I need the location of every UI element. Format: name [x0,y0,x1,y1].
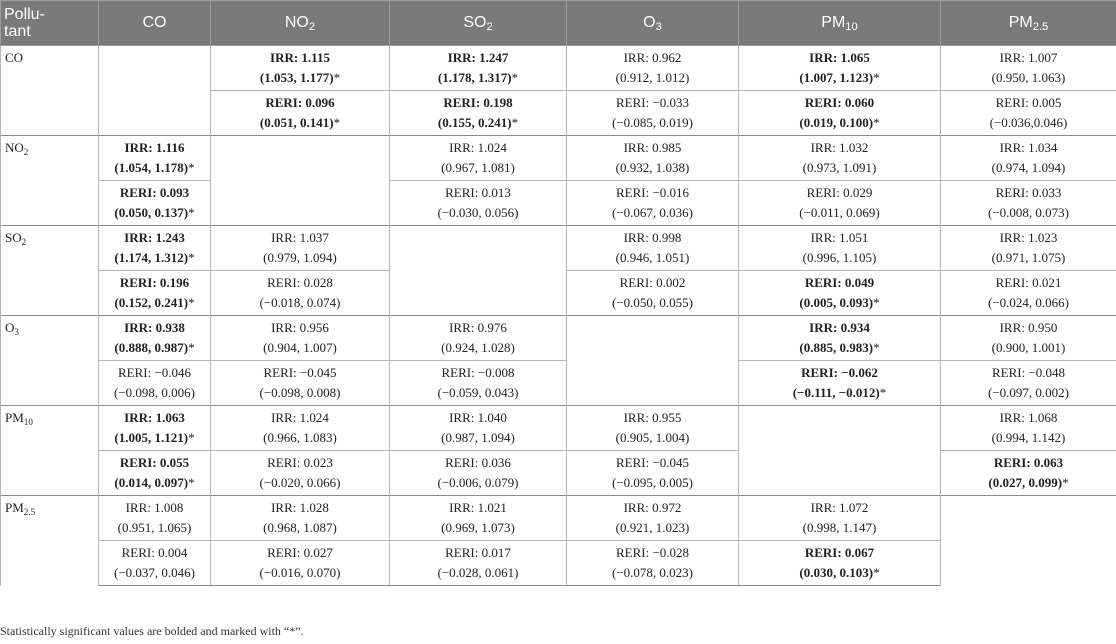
irr-interval: (0.979, 1.094) [263,250,337,265]
irr-cell [567,136,739,181]
reri-value: RERI: 0.023 [267,455,333,470]
header-row [1,1,1116,46]
irr-value: IRR: 0.985 [623,140,682,155]
irr-cell [390,496,567,541]
irr-value: IRR: 1.007 [999,50,1058,65]
table-row-irr [1,406,1116,451]
irr-interval: (0.969, 1.073) [441,520,515,535]
irr-value: IRR: 0.976 [449,320,507,335]
irr-cell [99,226,211,271]
irr-interval: (0.998, 1.147) [802,520,877,535]
irr-value: IRR: 0.998 [623,230,682,245]
irr-value: IRR: 1.065 [809,50,870,65]
reri-interval: (−0.008, 0.073) [988,205,1069,220]
reri-interval: (0.014, 0.097) [114,475,189,490]
irr-cell [567,406,739,451]
reri-value: RERI: 0.096 [265,95,335,110]
reri-cell [99,451,211,496]
irr-interval: (1.054, 1.178) [114,160,189,175]
irr-cell [941,46,1116,91]
irr-value: IRR: 0.934 [809,320,870,335]
irr-interval: (0.946, 1.051) [615,250,690,265]
significance-marker: * [879,385,887,400]
reri-cell [567,181,739,226]
reri-cell [99,361,211,406]
irr-cell [99,136,211,181]
irr-interval: (0.904, 1.007) [263,340,337,355]
irr-value: IRR: 1.034 [999,140,1058,155]
irr-value: IRR: 1.028 [271,500,329,515]
irr-interval: (0.912, 1.012) [615,70,690,85]
reri-cell [567,451,739,496]
reri-cell [99,271,211,316]
reri-value: RERI: 0.004 [121,545,188,560]
reri-interval: (−0.018, 0.074) [259,295,341,310]
irr-cell [739,226,941,271]
irr-value: IRR: 1.243 [124,230,185,245]
header-pollutant: Pollu- tant [1,1,99,46]
irr-interval: (1.178, 1.317) [437,70,512,85]
significance-marker: * [188,475,195,490]
irr-interval: (0.885, 0.983) [799,340,874,355]
irr-value: IRR: 1.040 [449,410,507,425]
header-col-1: $NO_2$ [211,1,390,46]
irr-cell [211,226,390,271]
irr-cell [739,46,941,91]
reri-interval: (0.050, 0.137) [114,205,189,220]
empty-cell [941,496,1116,586]
reri-cell [211,541,390,586]
irr-interval: (0.994, 1.142) [991,430,1066,445]
irr-cell [99,316,211,361]
irr-value: IRR: 0.972 [623,500,682,515]
irr-value: IRR: 1.024 [271,410,329,425]
significance-marker: * [188,295,195,310]
reri-interval: (−0.028, 0.061) [437,565,519,580]
table-row-irr [1,46,1116,91]
irr-value: IRR: 1.037 [271,230,329,245]
reri-cell [739,181,941,226]
reri-cell [211,361,390,406]
reri-interval: (0.030, 0.103) [799,565,874,580]
irr-interval: (0.987, 1.094) [441,430,515,445]
significance-marker: * [1062,475,1069,490]
reri-cell [567,271,739,316]
reri-value: RERI: 0.036 [445,455,511,470]
reri-cell [739,541,941,586]
irr-interval: (0.951, 1.065) [117,520,192,535]
irr-cell [739,496,941,541]
reri-cell [941,271,1116,316]
significance-marker: * [188,205,195,220]
reri-cell [99,181,211,226]
reri-interval: (−0.067, 0.036) [612,205,693,220]
irr-interval: (0.888, 0.987) [114,340,189,355]
reri-value: RERI: 0.063 [993,455,1064,470]
reri-cell [390,451,567,496]
reri-interval: (0.155, 0.241) [437,115,512,130]
reri-interval: (−0.078, 0.023) [612,565,693,580]
reri-interval: (0.005, 0.093) [799,295,874,310]
irr-value: IRR: 0.956 [271,320,329,335]
reri-cell [941,451,1116,496]
empty-cell [99,46,211,136]
irr-value: IRR: 1.063 [124,410,185,425]
irr-cell [941,226,1116,271]
reri-value: RERI: 0.028 [267,275,333,290]
reri-interval: (−0.011, 0.069) [799,205,880,220]
reri-cell [739,91,941,136]
irr-cell [99,406,211,451]
irr-interval: (0.973, 1.091) [802,160,877,175]
reri-value: RERI: 0.021 [995,275,1062,290]
table-row-reri [1,181,1116,226]
reri-interval: (−0.098, 0.006) [114,385,195,400]
irr-value: IRR: 1.051 [810,230,869,245]
reri-value: RERI: 0.198 [443,95,513,110]
reri-cell [739,361,941,406]
irr-cell [567,46,739,91]
reri-cell [211,451,390,496]
irr-value: IRR: 1.247 [447,50,509,65]
header-col-2: $SO_2$ [390,1,567,46]
reri-interval: (0.027, 0.099) [988,475,1063,490]
reri-value: RERI: −0.016 [615,185,690,200]
significance-marker: * [333,115,341,130]
reri-interval: (−0.111, −0.012) [792,385,880,400]
reri-cell [99,541,211,586]
reri-interval: (−0.050, 0.055) [612,295,693,310]
significance-marker: * [188,160,195,175]
table-row-irr [1,316,1116,361]
reri-interval: (−0.024, 0.066) [988,295,1069,310]
irr-cell [567,226,739,271]
header-col-4: $PM_{10}$ [739,1,941,46]
table-row-irr [1,136,1116,181]
irr-interval: (1.007, 1.123) [799,70,874,85]
reri-interval: (−0.059, 0.043) [437,385,519,400]
significance-marker: * [333,70,341,85]
row-label: $PM_{10}$ [1,406,99,496]
reri-interval: (−0.037, 0.046) [114,565,195,580]
irr-value: IRR: 1.021 [449,500,507,515]
irr-cell [567,496,739,541]
reri-cell [390,91,567,136]
reri-interval: (0.152, 0.241) [114,295,189,310]
irr-interval: (0.967, 1.081) [441,160,515,175]
significance-marker: * [873,295,880,310]
irr-cell [211,46,390,91]
reri-value: RERI: 0.033 [995,185,1062,200]
reri-value: RERI: 0.049 [804,275,875,290]
irr-cell [941,316,1116,361]
reri-interval: (−0.085, 0.019) [612,115,693,130]
table-row-reri [1,361,1116,406]
irr-interval: (0.974, 1.094) [991,160,1066,175]
reri-value: RERI: −0.046 [117,365,192,380]
reri-cell [941,361,1116,406]
irr-value: IRR: 1.115 [270,50,330,65]
irr-interval: (0.996, 1.105) [802,250,877,265]
table-body [1,46,1116,586]
reri-value: RERI: 0.093 [119,185,190,200]
irr-interval: (0.971, 1.075) [991,250,1066,265]
irr-interval: (0.950, 1.063) [991,70,1066,85]
irr-cell [941,406,1116,451]
table-row-irr [1,496,1116,541]
irr-cell [211,496,390,541]
irr-cell [390,316,567,361]
irr-value: IRR: 0.962 [623,50,682,65]
reri-value: RERI: −0.008 [441,365,515,380]
significance-marker: * [188,430,195,445]
reri-cell [941,181,1116,226]
irr-value: IRR: 1.032 [810,140,869,155]
reri-interval: (−0.020, 0.066) [259,475,341,490]
reri-cell [390,541,567,586]
irr-cell [941,136,1116,181]
reri-cell [567,91,739,136]
irr-cell [739,136,941,181]
reri-cell [739,271,941,316]
row-label: $O_3$ [1,316,99,406]
irr-interval: (1.053, 1.177) [259,70,334,85]
significance-marker: * [873,565,880,580]
reri-interval: (−0.006, 0.079) [437,475,519,490]
reri-cell [390,181,567,226]
significance-marker: * [511,70,519,85]
irr-interval: (0.968, 1.087) [263,520,337,535]
irr-value: IRR: 1.023 [999,230,1058,245]
reri-value: RERI: −0.045 [263,365,337,380]
reri-value: RERI: 0.067 [804,545,875,560]
significance-marker: * [873,70,880,85]
significance-marker: * [188,250,195,265]
irr-value: IRR: 1.024 [449,140,507,155]
reri-interval: (−0.097, 0.002) [988,385,1069,400]
irr-cell [390,46,567,91]
reri-value: RERI: 0.055 [119,455,190,470]
reri-interval: (0.019, 0.100) [799,115,874,130]
reri-value: RERI: 0.060 [804,95,875,110]
significance-marker: * [511,115,519,130]
reri-interval: (−0.036,0.046) [989,115,1068,130]
footnote: Statistically significant values are bolded and marked with “*”. [0,624,304,638]
row-label: $PM_{2.5}$ [1,496,99,586]
reri-value: RERI: −0.045 [615,455,690,470]
table-row-reri [1,451,1116,496]
reri-value: RERI: 0.017 [445,545,511,560]
header-col-5: $PM_{2.5}$ [941,1,1116,46]
reri-cell [211,271,390,316]
significance-marker: * [873,340,880,355]
row-label: $NO_2$ [1,136,99,226]
significance-marker: * [873,115,880,130]
irr-interval: (1.174, 1.312) [114,250,189,265]
significance-marker: * [188,340,195,355]
reri-value: RERI: −0.062 [801,365,878,380]
reri-value: RERI: 0.029 [806,185,873,200]
empty-cell [390,226,567,316]
irr-cell [211,316,390,361]
irr-value: IRR: 0.938 [124,320,185,335]
reri-interval: (−0.016, 0.070) [259,565,341,580]
irr-value: IRR: 1.116 [124,140,185,155]
irr-value: IRR: 1.072 [810,500,869,515]
irr-cell [211,406,390,451]
reri-cell [390,361,567,406]
reri-cell [211,91,390,136]
empty-cell [211,136,390,226]
reri-interval: (−0.095, 0.005) [612,475,693,490]
row-label: CO [1,46,99,136]
header-col-0: CO [99,1,211,46]
irr-value: IRR: 1.068 [999,410,1058,425]
empty-cell [739,406,941,496]
irr-cell [390,136,567,181]
reri-interval: (0.051, 0.141) [259,115,334,130]
irr-cell [739,316,941,361]
row-label: $SO_2$ [1,226,99,316]
reri-value: RERI: −0.033 [615,95,690,110]
empty-cell [567,316,739,406]
reri-value: RERI: 0.005 [995,95,1062,110]
reri-interval: (−0.030, 0.056) [437,205,519,220]
irr-interval: (0.900, 1.001) [991,340,1066,355]
irr-value: IRR: 0.950 [999,320,1058,335]
reri-interval: (−0.098, 0.008) [259,385,341,400]
reri-value: RERI: 0.196 [119,275,190,290]
reri-value: RERI: 0.013 [445,185,511,200]
irr-value: IRR: 0.955 [623,410,682,425]
reri-value: RERI: 0.027 [267,545,333,560]
reri-cell [567,541,739,586]
irr-interval: (0.921, 1.023) [615,520,690,535]
irr-interval: (0.966, 1.083) [263,430,337,445]
table-row-irr [1,226,1116,271]
irr-interval: (0.905, 1.004) [615,430,690,445]
irr-interval: (0.932, 1.038) [615,160,690,175]
irr-interval: (0.924, 1.028) [441,340,515,355]
irr-interval: (1.005, 1.121) [114,430,189,445]
irr-cell [99,496,211,541]
reri-cell [941,91,1116,136]
reri-value: RERI: −0.048 [991,365,1066,380]
reri-value: RERI: −0.028 [615,545,690,560]
header-col-3: $O_3$ [567,1,739,46]
irr-cell [390,406,567,451]
reri-value: RERI: 0.002 [619,275,686,290]
irr-value: IRR: 1.008 [125,500,184,515]
